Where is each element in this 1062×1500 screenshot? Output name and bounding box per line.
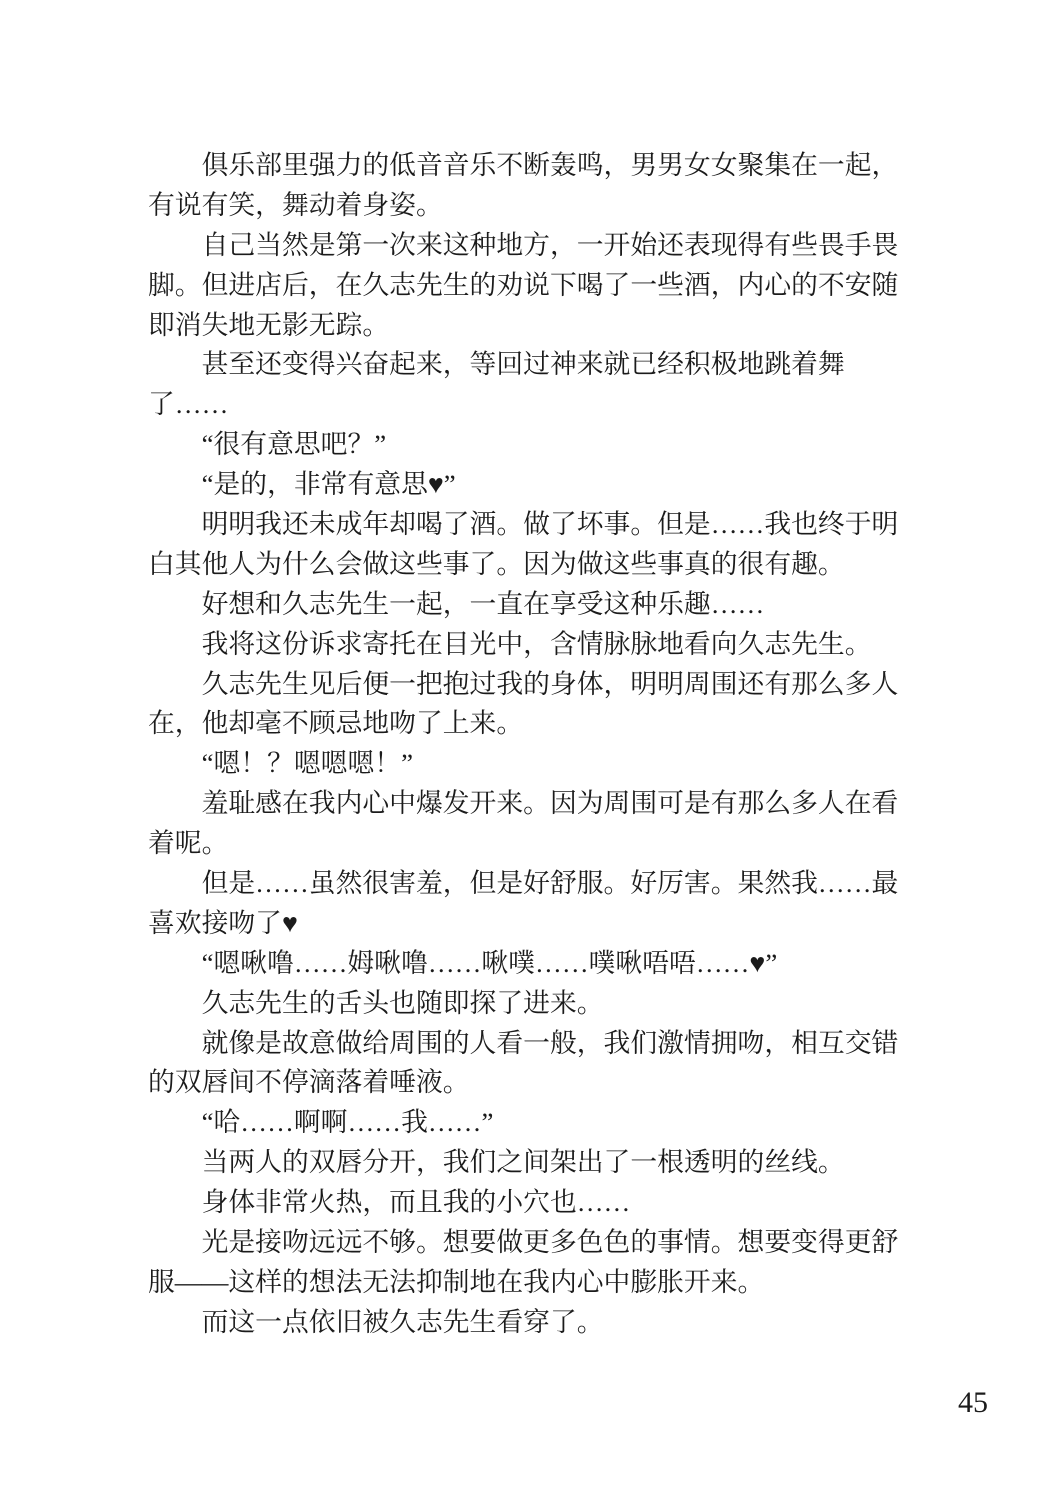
- text-line: 好想和久志先生一起，一直在享受这种乐趣……: [148, 588, 765, 619]
- text-line: 在，他却毫不顾忌地吻了上来。: [148, 708, 524, 739]
- text-line: 而这一点依旧被久志先生看穿了。: [148, 1306, 604, 1337]
- text-line: “嗯啾噜……姆啾噜……啾噗……噗啾唔唔……♥”: [148, 947, 778, 978]
- text-line: “哈……啊啊……我……”: [148, 1107, 494, 1138]
- text-line: 当两人的双唇分开，我们之间架出了一根透明的丝线。: [148, 1147, 845, 1178]
- text-line: 服——这样的想法无法抑制地在我内心中膨胀开来。: [148, 1266, 765, 1297]
- text-line: “很有意思吧？”: [148, 429, 387, 460]
- text-line: 即消失地无影无踪。: [148, 309, 390, 340]
- text-line: 脚。但进店后，在久志先生的劝说下喝了一些酒，内心的不安随: [148, 269, 899, 300]
- body-text: [148, 146, 948, 1343]
- text-line: “嗯！？嗯嗯嗯！”: [148, 748, 413, 779]
- text-line: 我将这份诉求寄托在目光中，含情脉脉地看向久志先生。: [148, 628, 872, 659]
- text-line: 久志先生的舌头也随即探了进来。: [148, 987, 604, 1018]
- page-number: 45: [958, 1386, 988, 1419]
- text-line: “是的，非常有意思♥”: [148, 469, 456, 500]
- text-line: 着呢。: [148, 828, 229, 859]
- text-line: 光是接吻远远不够。想要做更多色色的事情。想要变得更舒: [148, 1227, 899, 1258]
- text-line: 白其他人为什么会做这些事了。因为做这些事真的很有趣。: [148, 548, 845, 579]
- text-line: 的双唇间不停滴落着唾液。: [148, 1067, 470, 1098]
- text-line: 羞耻感在我内心中爆发开来。因为周围可是有那么多人在看: [148, 788, 899, 819]
- text-line: 甚至还变得兴奋起来，等回过神来就已经积极地跳着舞: [148, 349, 845, 380]
- text-line: 俱乐部里强力的低音音乐不断轰鸣，男男女女聚集在一起，: [148, 150, 899, 180]
- text-line: 喜欢接吻了♥: [148, 907, 298, 938]
- text-line: 了……: [148, 389, 229, 420]
- text-line: 有说有笑，舞动着身姿。: [148, 189, 443, 220]
- text-line: 但是……虽然很害羞，但是好舒服。好厉害。果然我……最: [148, 868, 899, 899]
- text-line: 久志先生见后便一把抱过我的身体，明明周围还有那么多人: [148, 668, 899, 699]
- text-line: 就像是故意做给周围的人看一般，我们激情拥吻，相互交错: [148, 1027, 899, 1058]
- text-line: 身体非常火热，而且我的小穴也……: [148, 1187, 631, 1218]
- text-line: 明明我还未成年却喝了酒。做了坏事。但是……我也终于明: [148, 509, 899, 540]
- text-line: 自己当然是第一次来这种地方，一开始还表现得有些畏手畏: [148, 229, 899, 260]
